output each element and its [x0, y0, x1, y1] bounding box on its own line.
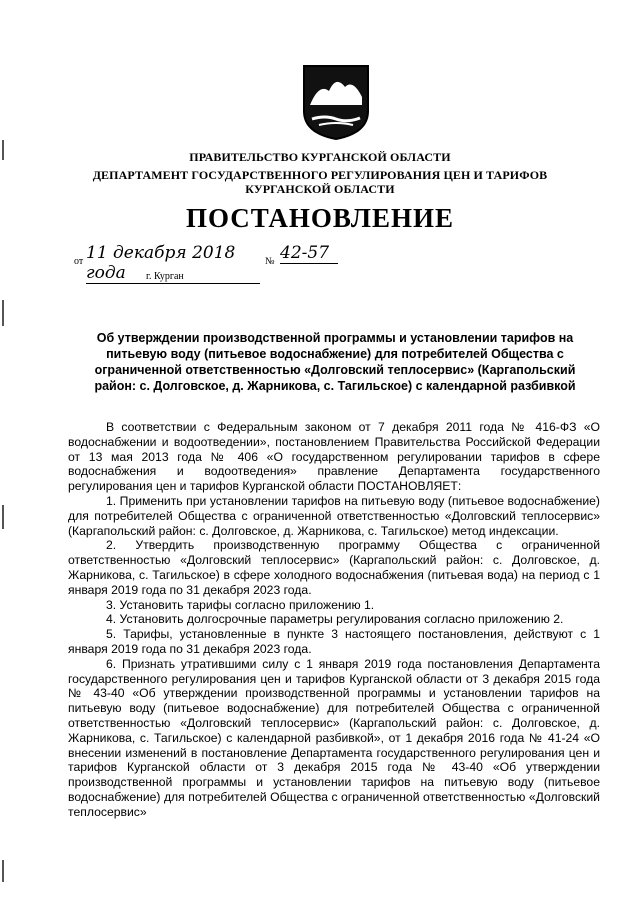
document-body [68, 420, 600, 820]
department-name-line2: КУРГАНСКОЙ ОБЛАСТИ [245, 182, 395, 196]
city-name: г. Курган [146, 271, 184, 282]
subject-line: ограниченной ответственностью «Долговский теплосервис» (Каргапольский [94, 363, 576, 377]
preamble-paragraph: В соответствии с Федеральным законом от 7 декабря 2011 года № 416-ФЗ «О водоснабжении и водоотведении», постановлением Правительства Российской Федерации от 13 мая 2013 года № 406 «О государственном регулировании тарифов в сфере водоснабжения и водоотведения» правление Департамента государственного регулирования цен и тарифов Курганской области ПОСТАНОВЛЯЕТ: [68, 420, 600, 494]
item-3-paragraph: 3. Установить тарифы согласно приложению 1. [106, 597, 375, 612]
item-4-paragraph: 4. Установить долгосрочные параметры регулирования согласно приложению 2. [106, 612, 564, 627]
department-name-line1: ДЕПАРТАМЕНТ ГОСУДАРСТВЕННОГО РЕГУЛИРОВАНИЯ ЦЕН И ТАРИФОВ [92, 168, 548, 182]
government-name: ПРАВИТЕЛЬСТВО КУРГАНСКОЙ ОБЛАСТИ [189, 150, 451, 164]
document-type-title: ПОСТАНОВЛЕНИЕ [185, 203, 455, 233]
scan-margin-line [2, 505, 4, 529]
item-5-paragraph: 5. Тарифы, установленные в пункте 3 настоящего постановления, действуют с 1 января 2019 года по 31 декабря 2023 года. [68, 627, 600, 656]
scan-margin-line [2, 300, 4, 326]
document-date: 11 декабря 2018 года [86, 243, 260, 284]
document-number: 42-57 [280, 243, 338, 264]
item-2-paragraph: 2. Утвердить производственную программу Общества с ограниченной ответственностью «Долговский теплосервис» (Каргапольский район: с. Долговское, д. Жарникова, с. Тагильское) в сфере холодного водоснабжения (питьевая вода) на период с 1 января 2019 года по 31 декабря 2023 года. [68, 538, 600, 597]
document-subject [70, 330, 600, 394]
coat-of-arms-emblem [301, 63, 371, 141]
date-prefix: от [74, 256, 84, 267]
item-6-paragraph: 6. Признать утратившими силу с 1 января 2019 года постановления Департамента государственного регулирования цен и тарифов Курганской области от 3 декабря 2015 года № 43-40 «Об утверждении производственной программы и установлении тарифов на питьевую воду (питьевое водоснабжение) для потребителей Общества с ограниченной ответственностью «Долговский теплосервис» (Каргапольский район: с. Долговское, д. Жарникова, с. Тагильское) с календарной разбивкой», от 1 декабря 2016 года № 41-24 «О внесении изменений в постановление Департамента государственного регулирования цен и тарифов Курганской области от 3 декабря 2015 года № 43-40 «Об утверждении производственной программы и установлении тарифов на питьевую воду (питьевое водоснабжение) для потребителей Общества с ограниченной ответственностью «Долговский теплосервис» [68, 656, 600, 819]
item-1-paragraph: 1. Применить при установлении тарифов на питьевую воду (питьевое водоснабжение) для потребителей Общества с ограниченной ответственностью «Долговский теплосервис» (Каргапольский район: с. Долговское, д. Жарникова, с. Тагильское) метод индексации. [68, 493, 600, 538]
subject-line: питьевую воду (питьевое водоснабжение) для потребителей Общества с [106, 347, 564, 361]
subject-line: Об утверждении производственной программы и установлении тарифов на [96, 331, 574, 345]
scan-margin-line [2, 860, 4, 882]
number-label: № [265, 256, 275, 267]
subject-line: район: с. Долговское, д. Жарникова, с. Тагильское) с календарной разбивкой [94, 379, 576, 393]
